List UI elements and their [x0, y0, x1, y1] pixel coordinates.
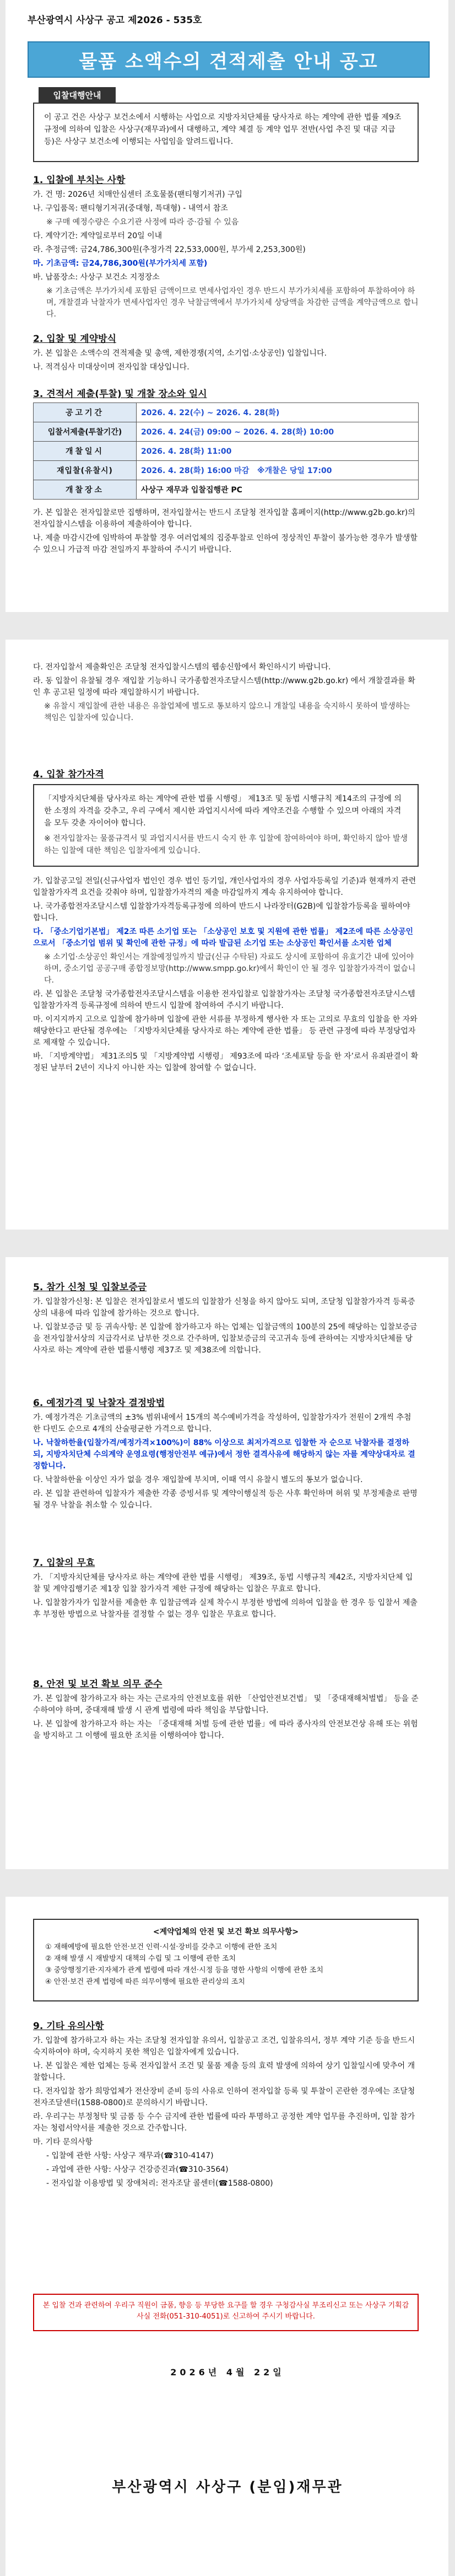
table-row [34, 461, 419, 480]
s6-line: 나. 낙찰하한율(입찰가격/예정가격×100%)이 88% 이상으로 최저가격으로 입찰한 자 순으로 낙찰자를 결정하되, 지방자치단체 수의계약 운영요령(행정안전부 예규)에서 정한 결격사유에 해당하지 않는 자를 계약상대자로 결정합니다. [33, 1439, 415, 1471]
section-4-heading: 4. 입찰 참가자격 [33, 769, 104, 780]
s2-line: 나. 적격심사 미대상이며 전자입찰 대상입니다. [33, 363, 189, 372]
schedule-key: 입찰서제출(투찰기간) [34, 422, 137, 442]
s1-line: 바. 납품장소: 사상구 보건소 지정장소 [33, 273, 160, 282]
section-8-heading: 8. 안전 및 보건 확보 의무 준수 [33, 1679, 162, 1690]
s3-note: 가. 본 입찰은 전자입찰로만 집행하며, 전자입찰서는 반드시 조달청 전자입찰 홈페이지(http://www.g2b.go.kr)의 전자입찰시스템을 이용하여 제출하여야 합니다. [33, 508, 415, 529]
notice-text: 본 입찰 건과 관련하여 우리구 직원이 금품, 향응 등 부당한 요구를 할 경우 구청감사실 부조리신고 또는 사상구 기획감사실 전화(051-310-4051)로 신고하여 주시기 바랍니다. [42, 2301, 409, 2321]
safety-title: <계약업체의 안전 및 보건 확보 의무사항> [153, 1928, 299, 1936]
safety-item: ① 재해예방에 필요한 안전·보건 인력·시설·장비를 갖추고 이행에 관한 조치 [45, 1943, 278, 1951]
safety-item: ② 재해 발생 시 재발방지 대책의 수립 및 그 이행에 관한 조치 [45, 1955, 236, 1963]
eligibility-note: ※ 전자입찰자는 물품규격서 및 과업지시서를 반드시 숙지 한 후 입찰에 참여하여야 하며, 확인하지 않아 발생하는 입찰에 대한 책임은 입찰자에게 있습니다. [44, 834, 408, 855]
s1-line: ※ 구매 예정수량은 수요기관 사정에 따라 증·감될 수 있음 [46, 218, 239, 227]
s3b-line: 라. 동 입찰이 유찰될 경우 재입찰 기능하니 국가종합전자조달시스템(http://www.g2b.go.kr) 에서 개찰결과를 확인 후 공고된 일정에 따라 재입찰하시기 바랍니다. [33, 677, 415, 697]
s4-line: 다. 「중소기업기본법」 제2조 따른 소기업 또는 「소상공인 보호 및 지원에 관한 법률」 제2조에 따른 소상공인으로서 「중소기업 범위 및 확인에 관한 규정」에 따라 발급된 소기업 또는 소상공인 확인서를 소지한 업체 [33, 927, 413, 948]
section-3-notes [33, 507, 419, 558]
page-title: 물품 소액수의 견적제출 안내 공고 [79, 50, 378, 73]
section-2 [33, 331, 419, 375]
page-sheet-3 [6, 1257, 448, 1869]
anti-corruption-notice [33, 2294, 419, 2331]
table-row [34, 403, 419, 422]
s2-line: 가. 본 입찰은 소액수의 견적제출 및 총액, 제한경쟁(지역, 소기업·소상공인) 입찰입니다. [33, 349, 327, 358]
s7-line: 나. 입찰참가자가 입찰서를 제출한 후 입찰금액과 실제 착수시 부정한 방법에 의하여 입찰을 한 경우 등 입찰서 제출 후 부정한 방법으로 낙찰자를 결정할 수 없는 경우 입찰은 무효로 합니다. [33, 1598, 418, 1619]
s1-line: 다. 계약기간: 계약일로부터 20일 이내 [33, 232, 162, 240]
schedule-value: 2026. 4. 24(금) 09:00 ~ 2026. 4. 28(화) 10:00 [137, 422, 419, 442]
section-1 [33, 172, 419, 323]
s5-line: 가. 입찰참가신청: 본 입찰은 전자입찰로서 별도의 입찰참가 신청을 하지 않아도 되며, 조달청 입찰참가자격 등록증상의 내용에 따라 입찰에 참가하는 것으로 합니다. [33, 1297, 415, 1318]
s1-line: ※ 기초금액은 부가가치세 포함된 금액이므로 면세사업자인 경우 반드시 부가가치세를 포함하여 투찰하여야 하며, 개찰결과 낙찰자가 면세사업자인 경우 낙찰금액에서 부가가치세 상당액을 차감한 금액을 계약금액으로 합니다. [46, 287, 419, 319]
schedule-table [33, 402, 419, 500]
contact-line: - 전자입찰 이용방법 및 장애처리: 전자조달 콜센터(☎1588-0800) [46, 2179, 273, 2188]
s4-line: 가. 입찰공고일 전일(신규사업자 법인인 경우 법인 등기일, 개인사업자의 경우 사업자등록일 기준)과 현재까지 관련 입찰참가자격 요건을 갖춰야 하며, 입찰참가자격의 제출 마감일까지 계속 유지하여야 합니다. [33, 877, 416, 897]
s9-line: 마. 기타 문의사항 [33, 2138, 93, 2146]
s5-line: 나. 입찰보증금 및 등 귀속사항: 본 입찰에 참가하고자 하는 업체는 입찰금액의 100분의 25에 해당하는 입찰보증금을 전자입찰서상의 지급각서로 납부한 것으로 간주하며, 입찰보증금의 국고귀속 등에 관하여는 지방자치단체를 당사자로 하는 계약에 관한 법률시행령 제37조 및 제38조에 의합니다. [33, 1323, 418, 1355]
page-sheet-2 [6, 640, 448, 1230]
page-sheet-4 [6, 1897, 448, 2576]
schedule-note: ※개찰은 당일 17:00 [257, 466, 332, 475]
safety-obligations-box [33, 1919, 419, 2001]
section-6 [33, 1395, 419, 1514]
eligibility-text: 「지방자치단체를 당사자로 하는 계약에 관한 법률 시행령」 제13조 및 동법 시행규칙 제14조의 규정에 의한 소정의 자격을 갖추고, 우리 구에서 제시한 과업지시서에 따라 계약조건을 수행할 수 있으며 아래의 자격을 모두 갖춘 자이어야 합니다. [44, 795, 402, 828]
s4-line: 마. 이지지까지 고으로 입찰에 참가하며 입찰에 관한 서류를 부정하게 행사한 자 또는 고의로 무효의 입찰을 한 자와 해당한다고 판단될 경우에는 「지방자치단체를 당사자로 하는 계약에 관한 법률」 등 관련 규정에 따라 부정당업자로 제재할 수 있습니다. [33, 1015, 418, 1047]
intro-text: 이 공고 건은 사상구 보건소에서 시행하는 사업으로 지방자치단체를 당사자로 하는 계약에 관한 법률 제9조 규정에 의하여 입찰은 사상구(재무과)에서 대행하고, 계약 체결 등 계약 업무 전반(사업 추진 및 대금 지급 등)은 사상구 보건소에 이행되는 사업임을 알려드립니다. [44, 113, 402, 146]
table-row [34, 480, 419, 500]
section-2-heading: 2. 입찰 및 계약방식 [33, 334, 116, 345]
s4-line: ※ 소기업·소상공인 확인서는 개찰예정일까지 발급(신규 수탁된) 자료도 상시에 포함하여 유효기간 내에 있어야 하며, 중소기업 공공구매 종합정보망(http://www.smpp.go.kr)에서 확인이 안 될 경우 입찰참가자격이 없습니다. [44, 953, 416, 985]
s4-line: 라. 본 입찰은 조달청 국가종합전자조달시스템을 이용한 전자입찰로 입찰참가자는 조달청 국가종합전자조달시스템 입찰참가자격 등록규정에 의하여 반드시 입찰에 참여하여 주시기 바랍니다. [33, 990, 415, 1010]
s9-line: 나. 본 입찰은 제한 업체는 등록 전자입찰서 조건 및 물품 제출 등의 효력 발생에 의하여 상기 입찰일시에 맞추어 개찰합니다. [33, 2062, 415, 2082]
s9-line: 다. 전자입찰 참가 희망업체가 전산장비 준비 등의 사유로 인하여 전자입찰 등록 및 투찰이 곤란한 경우에는 조달청 전자조달센터(1588-0800)로 문의하시기 바랍니다. [33, 2087, 415, 2107]
section-4-body [33, 876, 419, 1076]
s9-line: 라. 우리구는 부정청탁 및 금품 등 수수 금지에 관한 법률에 따라 투명하고 공정한 계약 업무를 추진하며, 입찰 참가자는 청렴서약서를 제출한 것으로 간주합니다. [33, 2112, 415, 2133]
section-3-heading: 3. 견적서 제출(투찰) 및 개찰 장소와 일시 [33, 389, 207, 400]
section-6-heading: 6. 예정가격 및 낙찰자 결정방법 [33, 1398, 165, 1409]
section-5 [33, 1279, 419, 1359]
s9-line: 가. 입찰에 참가하고자 하는 자는 조달청 전자입찰 유의서, 입찰공고 조건, 입찰유의서, 정부 계약 기준 등을 반드시 숙지하여야 하며, 숙지하지 못한 책임은 입찰자에게 있습니다. [33, 2036, 415, 2057]
s4-line: 나. 국가종합전자조달시스템 입찰참가자격등록규정에 의하여 반드시 나라장터(G2B)에 입찰참가등록을 필하여야 합니다. [33, 902, 410, 922]
intro-box [33, 103, 419, 162]
schedule-key: 개찰일시 [34, 442, 137, 461]
title-banner [28, 41, 430, 78]
s1-line: 가. 건 명: 2026년 치매안심센터 조호물품(팬티형기저귀) 구입 [33, 190, 242, 199]
section-4 [33, 766, 419, 780]
section-3-continued [33, 662, 419, 726]
s4-line: 바. 「지방계약법」 제31조의5 및 「지방계약법 시행령」 제93조에 따라 ‘조세포탈 등을 한 자’로서 유죄판결이 확정된 날부터 2년이 지나지 아니한 자는 입찰에 참여할 수 없습니다. [33, 1052, 419, 1072]
notice-date: 2026년 4월 22일 [170, 2367, 285, 2378]
schedule-key: 개찰장소 [34, 480, 137, 500]
schedule-value: 사상구 재무과 입찰집행관 PC [137, 480, 419, 500]
intro-label: 입찰대행안내 [39, 87, 116, 103]
s8-line: 나. 본 입찰에 참가하고자 하는 자는 「중대재해 처벌 등에 관한 법률」에 따라 종사자의 안전보건상 유해 또는 위험을 방지하고 그 이행에 필요한 조치를 이행하여야 합니다. [33, 1720, 418, 1740]
notice-number: 부산광역시 사상구 공고 제2026 - 535호 [28, 15, 202, 26]
s1-line: 라. 추정금액: 금24,786,300원(추정가격 22,533,000원, 부가세 2,253,300원) [33, 245, 306, 254]
schedule-value-text: 2026. 4. 28(화) 16:00 마감 [141, 466, 250, 475]
s7-line: 가. 「지방자치단체를 당사자로 하는 계약에 관한 법률 시행령」 제39조, 동법 시행규칙 제42조, 지방자치단체 입찰 및 계약집행기준 제1장 입찰 참가자격 제한 규정에 해당하는 입찰은 무효로 합니다. [33, 1573, 413, 1593]
section-7 [33, 1555, 419, 1623]
s6-line: 가. 예정가격은 기초금액의 ±3% 범위내에서 15개의 복수예비가격을 작성하여, 입찰참가자가 전원이 2개씩 추첨한 다빈도 순으로 4개의 산술평균한 가격으로 합니다. [33, 1413, 411, 1434]
contact-line: - 입찰에 관한 사항: 사상구 재무과(☎310-4147) [46, 2151, 214, 2160]
schedule-key: 재입찰(유찰시) [34, 461, 137, 480]
s1-line: 나. 구입품목: 팬티형기저귀(중대형, 특대형) - 내역서 참조 [33, 204, 228, 213]
s3-note: 나. 제출 마감시간에 임박하여 투찰할 경우 여러업체의 집중투찰로 인하여 정상적인 투찰이 불가능한 경우가 발생할 수 있으니 가급적 마감 전일까지 투찰하여 주시기 바랍니다. [33, 534, 418, 554]
schedule-key: 공고기간 [34, 403, 137, 422]
s6-line: 다. 낙찰하한율 이상인 자가 없을 경우 재입찰에 부치며, 이때 역시 유찰시 별도의 통보가 없습니다. [33, 1475, 363, 1484]
s6-line: 라. 본 입찰 관련하여 입찰자가 제출한 각종 증빙서류 및 계약이행실적 등은 사후 확인하며 허위 및 부정제출로 판명될 경우 낙찰을 취소할 수 있습니다. [33, 1489, 418, 1510]
s3b-line: 다. 전자입찰서 제출확인은 조달청 전자입찰시스템의 웹송신함에서 확인하시기 바랍니다. [33, 663, 331, 672]
eligibility-box [33, 784, 419, 867]
safety-item: ④ 안전·보건 관계 법령에 따른 의무이행에 필요한 관리상의 조치 [45, 1978, 245, 1986]
schedule-value: 2026. 4. 22(수) ~ 2026. 4. 28(화) [137, 403, 419, 422]
page-sheet-1 [6, 0, 448, 612]
schedule-value [137, 461, 419, 480]
issuer-name: 부산광역시 사상구 (분임)재무관 [112, 2479, 343, 2496]
schedule-value [137, 442, 419, 461]
safety-item: ③ 중앙행정기관·지자체가 관계 법령에 따라 개선·시정 등을 명한 사항의 이행에 관한 조치 [45, 1966, 323, 1974]
s8-line: 가. 본 입찰에 참가하고자 하는 자는 근로자의 안전보호를 위한 「산업안전보건법」 및 「중대재해처벌법」 등을 준수하여야 하며, 중대재해 발생 시 관계 법령에 따라 책임을 부담합니다. [33, 1694, 419, 1715]
section-1-heading: 1. 입찰에 부치는 사항 [33, 175, 126, 186]
section-9-heading: 9. 기타 유의사항 [33, 2021, 104, 2032]
section-5-heading: 5. 참가 신청 및 입찰보증금 [33, 1282, 147, 1293]
section-9 [33, 2018, 419, 2192]
s3b-line: ※ 유찰시 재입찰에 관한 내용은 유찰업체에 별도로 통보하지 않으니 개찰일 내용을 숙지하시 못하여 발생하는 책임은 입찰자에 있습니다. [44, 702, 410, 722]
table-row [34, 442, 419, 461]
table-row [34, 422, 419, 442]
contact-line: - 과업에 관한 사항: 사상구 건강증진과(☎310-3564) [46, 2165, 229, 2174]
s1-line: 마. 기초금액: 금24,786,300원(부가가치세 포함) [33, 259, 208, 268]
section-7-heading: 7. 입찰의 무효 [33, 1558, 95, 1569]
section-8 [33, 1676, 419, 1744]
schedule-value-text: 2026. 4. 28(화) 11:00 [141, 447, 232, 456]
section-3 [33, 386, 419, 400]
